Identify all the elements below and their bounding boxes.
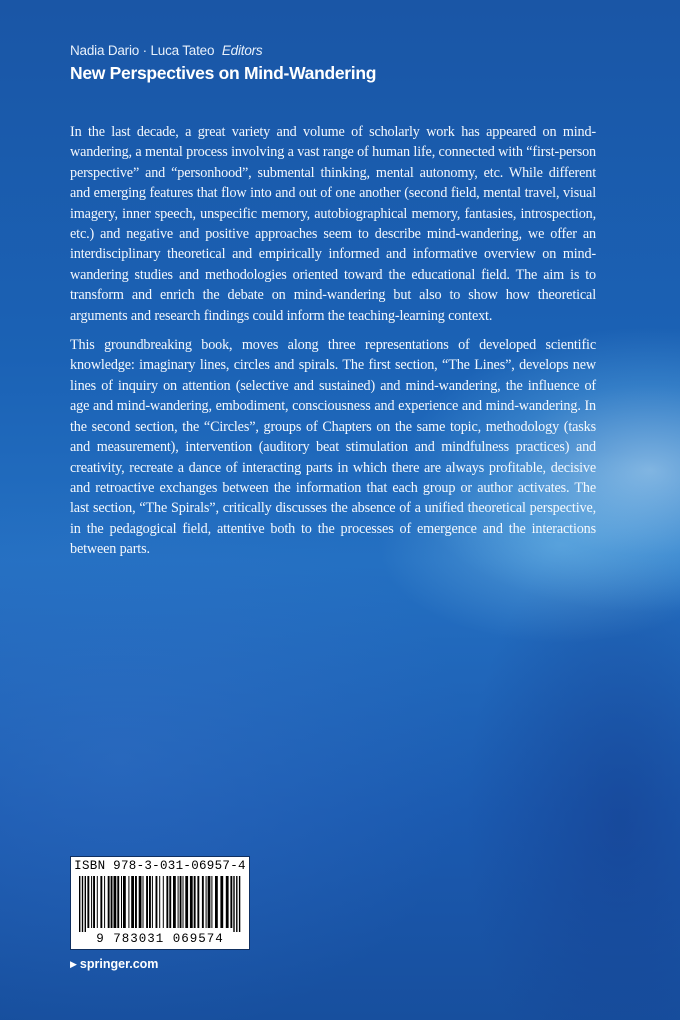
- isbn-label: ISBN 978-3-031-06957-4: [74, 859, 246, 873]
- editors-role: Editors: [221, 43, 263, 58]
- isbn-barcode: [70, 856, 250, 950]
- blurb: [70, 122, 596, 569]
- editors-line: [70, 43, 262, 58]
- barcode-bars: [77, 876, 243, 932]
- editor-names: Nadia Dario · Luca Tateo: [70, 43, 215, 58]
- triangle-right-icon: ▶: [70, 959, 77, 969]
- book-title: New Perspectives on Mind-Wandering: [70, 63, 377, 83]
- blurb-paragraph-1: In the last decade, a great variety and volume of scholarly work has appeared on mind-wandering, a mental process involving a vast range of human life, connected with “first-person perspective” and “personhood”, submental thinking, mental autonomy, etc. While different and emerging features that flow into and out of one another (second field, mental travel, visual imagery, inner speech, unspecific memory, autobiographical memory, fantasies, introspection, etc.) and negative and positive approaches seem to describe mind-wandering, we offer an interdisciplinary theoretical and empirically informed and informative overview on mind-wandering studies and methodologies oriented toward the educational field. The aim is to transform and enrich the debate on mind-wandering but also to show how theoretical arguments and research findings could inform the teaching-learning context.: [70, 124, 596, 324]
- publisher-url: springer.com: [79, 957, 159, 971]
- barcode-digits: 9 783031 069574: [96, 932, 224, 946]
- blurb-paragraph-2: This groundbreaking book, moves along three representations of developed scientific knowledge: imaginary lines, circles and spirals. The first section, “The Lines”, develops new lines of inquiry on attention (selective and sustained) and mind-wandering, the influence of age and mind-wandering, embodiment, consciousness and experience and mind-wandering. In the second section, the “Circles”, groups of Chapters on the same topic, methodology (tasks and measurement), intervention (auditory beat stimulation and mindfulness practices) and creativity, recreate a dance of interacting parts in which there are always profitable, decisive and retroactive exchanges between the information that each group or author activates. The last section, “The Spirals”, critically discusses the absence of a unified theoretical perspective, in the pedagogical field, attentive both to the processes of emergence and the interactions between parts.: [70, 337, 596, 558]
- publisher-link[interactable]: [70, 957, 158, 971]
